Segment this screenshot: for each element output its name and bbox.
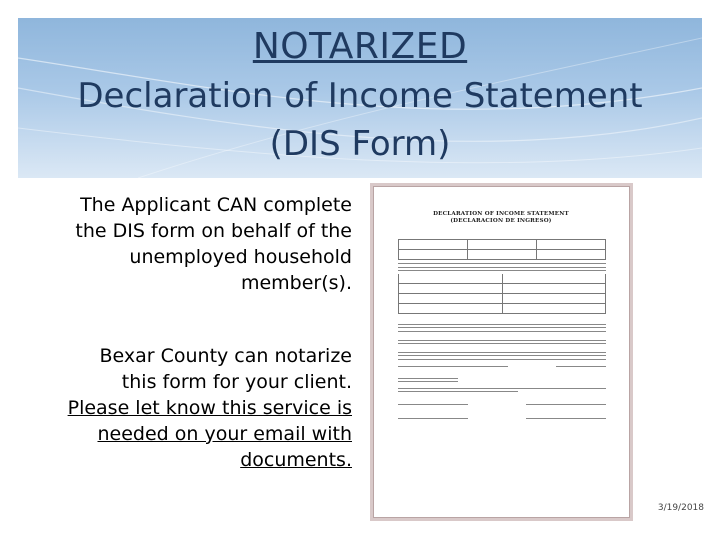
slide-title <box>18 18 702 168</box>
title-dis-form: (DIS Form) <box>269 124 451 164</box>
notary-service-paragraph <box>30 343 352 473</box>
service-line: this form for your client. <box>121 371 352 393</box>
intro-line: The Applicant CAN complete <box>80 194 352 216</box>
form-page <box>382 195 620 507</box>
intro-line: unemployed household <box>129 246 352 268</box>
intro-paragraph <box>30 192 352 296</box>
form-title <box>382 211 620 225</box>
intro-line: member(s). <box>240 272 352 294</box>
service-line: Bexar County can notarize <box>99 345 352 367</box>
intro-line: the DIS form on behalf of the <box>75 220 352 242</box>
form-fields-illegible <box>398 239 606 420</box>
slide-date: 3/19/2018 <box>657 503 704 513</box>
service-underlined-line: Please let know this service is <box>67 397 352 419</box>
dis-form-image <box>373 186 630 518</box>
service-underlined-line: documents. <box>240 449 352 471</box>
service-underlined-line: needed on your email with <box>97 423 352 445</box>
title-notarized: NOTARIZED <box>252 26 468 67</box>
form-title-line: (DECLARACION DE INGRESO) <box>450 218 552 224</box>
form-title-line: DECLARATION OF INCOME STATEMENT <box>433 211 569 217</box>
title-declaration: Declaration of Income Statement <box>77 76 643 116</box>
